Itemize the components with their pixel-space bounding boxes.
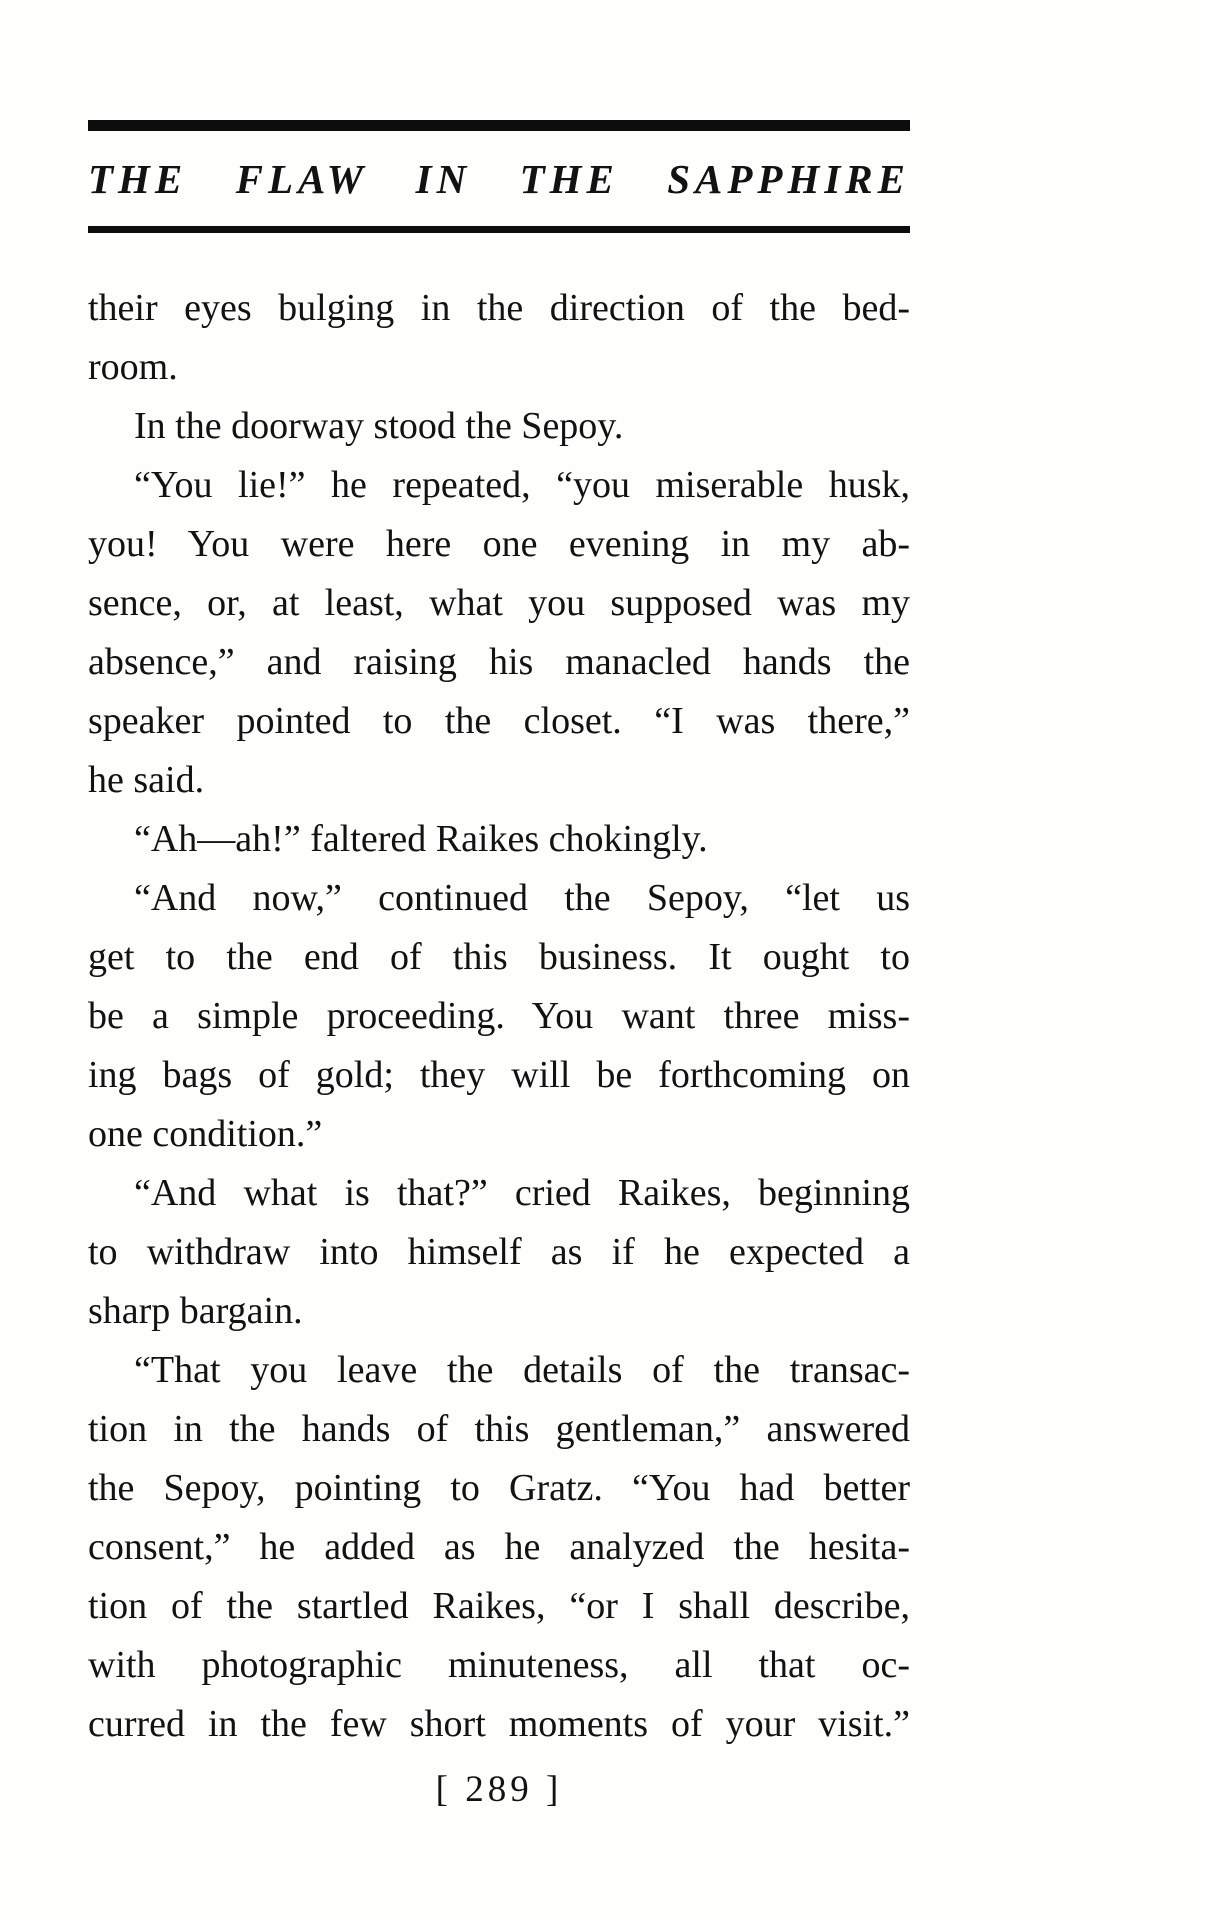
text-line: speaker pointed to the closet. “I was there,” <box>88 700 910 743</box>
text-line: you! You were here one evening in my ab- <box>88 523 910 566</box>
text-line: with photographic minuteness, all that oc- <box>88 1644 910 1687</box>
text-line: their eyes bulging in the direction of the bed- <box>88 287 910 330</box>
text-line: consent,” he added as he analyzed the hesita- <box>88 1526 910 1569</box>
text-line: absence,” and raising his manacled hands the <box>88 641 910 684</box>
text-line: In the doorway stood the Sepoy. <box>134 405 624 448</box>
text-line: be a simple proceeding. You want three miss- <box>88 995 910 1038</box>
text-line: sence, or, at least, what you supposed was my <box>88 582 910 625</box>
text-line: one condition.” <box>88 1113 323 1156</box>
text-line: tion in the hands of this gentleman,” answered <box>88 1408 910 1451</box>
text-line: “You lie!” he repeated, “you miserable husk, <box>134 464 910 507</box>
text-line: get to the end of this business. It ought to <box>88 936 910 979</box>
text-line: the Sepoy, pointing to Gratz. “You had better <box>88 1467 910 1510</box>
page-header <box>88 120 910 233</box>
text-line: sharp bargain. <box>88 1290 303 1333</box>
text-line: he said. <box>88 759 205 802</box>
top-rule <box>88 120 910 131</box>
text-line: tion of the startled Raikes, “or I shall describe, <box>88 1585 910 1628</box>
page-footer <box>88 1768 910 1811</box>
text-column <box>88 0 910 1811</box>
text-line: “Ah—ah!” faltered Raikes chokingly. <box>134 818 708 861</box>
text-line: “And what is that?” cried Raikes, beginning <box>134 1172 910 1215</box>
running-head-title: THE FLAW IN THE SAPPHIRE <box>88 156 910 202</box>
text-line: to withdraw into himself as if he expected a <box>88 1231 910 1274</box>
text-line: “And now,” continued the Sepoy, “let us <box>134 877 910 920</box>
text-line: ing bags of gold; they will be forthcoming on <box>88 1054 910 1097</box>
text-line: curred in the few short moments of your visit.” <box>88 1703 910 1746</box>
body-text <box>88 279 910 1754</box>
header-rule <box>88 226 910 233</box>
text-line: room. <box>88 346 178 389</box>
page-number: [ 289 ] <box>435 1769 563 1811</box>
text-line: “That you leave the details of the transac- <box>134 1349 910 1392</box>
